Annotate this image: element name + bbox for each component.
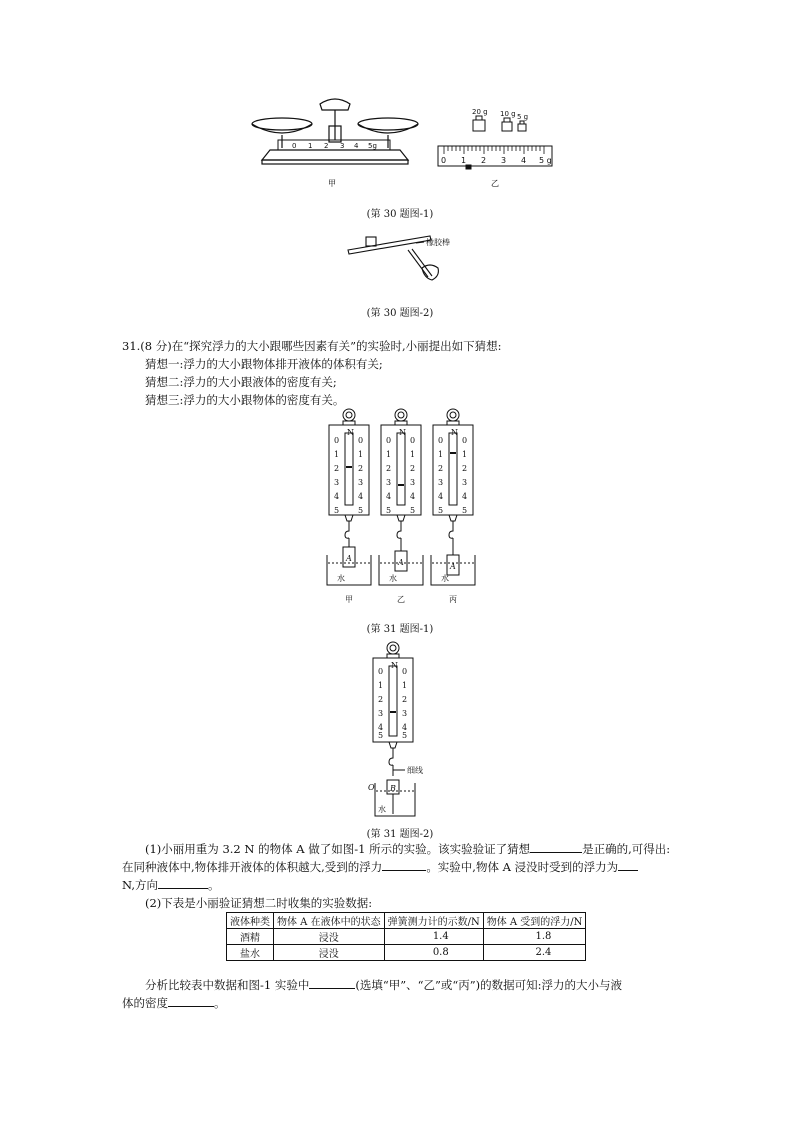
table-row (227, 929, 586, 945)
scale-tick: 1 (378, 681, 384, 690)
part1-text-f: 。 (207, 878, 220, 892)
scale-tick: 4 (358, 492, 364, 501)
scale-tick: 0 (358, 436, 364, 445)
balance-tick: 1 (308, 142, 313, 150)
answer-blank-density[interactable] (168, 994, 214, 1007)
scale-tick: 2 (402, 695, 408, 704)
scale-tick: 1 (402, 681, 408, 690)
scale-tick: 0 (386, 436, 392, 445)
unit-n: N (391, 661, 398, 670)
scale-tick: 0 (438, 436, 444, 445)
answer-blank-trend[interactable] (382, 858, 426, 871)
scale-tick: 1 (386, 450, 392, 459)
balance-tick: 4 (354, 142, 359, 150)
scale-tick: 5 (358, 506, 364, 515)
scale-tick: 4 (386, 492, 392, 501)
scale-tick: 1 (438, 450, 444, 459)
guess-2: 猜想二:浮力的大小跟液体的密度有关; (145, 375, 337, 389)
object-a-label: A (398, 558, 404, 567)
rubber-rod-label: 橡胶棒 (426, 238, 450, 247)
object-a-label: A (450, 562, 456, 571)
table-header: 弹簧测力计的示数/N (384, 913, 483, 929)
part2-intro: (2)下表是小丽验证猜想二时收集的实验数据: (145, 896, 373, 910)
scale-tick: 2 (378, 695, 384, 704)
scale-tick: 2 (410, 464, 416, 473)
answer-blank-direction[interactable] (158, 876, 208, 889)
table-cell: 0.8 (384, 945, 483, 961)
table-cell: 浸没 (274, 945, 385, 961)
balance-tick: 0 (292, 142, 297, 150)
rider-ruler (438, 146, 552, 169)
scale-tick: 5 (462, 506, 468, 515)
caption-fig31-2: (第 31 题图-2) (366, 829, 434, 840)
balance-tick: 3 (340, 142, 345, 150)
scale-tick: 4 (378, 723, 384, 732)
part3-text-c: 体的密度 (122, 996, 168, 1010)
beaker-label-bing: 丙 (449, 595, 457, 604)
table-cell: 盐水 (227, 945, 274, 961)
scale-tick: 1 (334, 450, 340, 459)
part3-line1 (145, 976, 622, 994)
caption-fig30-2: (第 30 题图-2) (366, 308, 434, 319)
table-cell: 1.8 (483, 929, 586, 945)
scale-tick: 4 (334, 492, 340, 501)
scale-tick: 4 (462, 492, 468, 501)
scale-tick: 1 (462, 450, 468, 459)
balance-drawing (252, 99, 418, 164)
object-b-label: B (390, 784, 396, 793)
guess-3: 猜想三:浮力的大小跟物体的密度有关。 (145, 393, 345, 407)
ruler-tick: 1 (461, 156, 467, 165)
part1-text-a: (1)小丽用重为 3.2 N 的物体 A 做了如图-1 所示的实验。该实验验证了猜想 (145, 842, 531, 856)
scale-tick: 3 (438, 478, 444, 487)
ruler-tick: 2 (481, 156, 487, 165)
table-cell: 酒精 (227, 929, 274, 945)
unit-n: N (347, 428, 354, 437)
scale-tick: 3 (410, 478, 416, 487)
weight-label-20g: 20 g (472, 108, 488, 116)
scale-tick: 4 (402, 723, 408, 732)
water-label: 水 (389, 574, 397, 583)
label-yi: 乙 (491, 179, 499, 188)
scale-tick: 1 (410, 450, 416, 459)
scale-tick: 0 (402, 667, 408, 676)
table-cell: 浸没 (274, 929, 385, 945)
scale-tick: 4 (410, 492, 416, 501)
scale-tick: 3 (402, 709, 408, 718)
data-table (226, 912, 586, 961)
label-jia: 甲 (328, 179, 336, 188)
o-label: O (368, 783, 375, 792)
scale-tick: 3 (334, 478, 340, 487)
scale-tick: 0 (410, 436, 416, 445)
answer-blank-figure[interactable] (309, 976, 355, 989)
part3-text-d: 。 (214, 996, 226, 1010)
scale-tick: 3 (378, 709, 384, 718)
table-header: 物体 A 在液体中的状态 (274, 913, 385, 929)
scale-tick: 2 (334, 464, 340, 473)
scale-tick: 5 (410, 506, 416, 515)
scale-tick: 4 (438, 492, 444, 501)
caption-fig30-1: (第 30 题图-1) (366, 209, 434, 220)
scale-tick: 5 (334, 506, 340, 515)
beaker-label-yi: 乙 (397, 595, 405, 604)
part1-text-d: 。实验中,物体 A 浸没时受到的浮力为 (426, 860, 619, 874)
balance-tick: 2 (324, 142, 329, 150)
weight-label-10g: 10 g (500, 110, 516, 118)
part1-text-c: 在同种液体中,物体排开液体的体积越大,受到的浮力 (122, 860, 383, 874)
scale-tick: 0 (334, 436, 340, 445)
scale-tick: 1 (358, 450, 364, 459)
scale-tick: 5 (378, 731, 384, 740)
part3-text-b: (选填“甲”、“乙”或“丙”)的数据可知:浮力的大小与液 (355, 978, 622, 992)
scale-tick: 5 (438, 506, 444, 515)
part1-line1 (145, 840, 670, 858)
answer-blank-buoyancy[interactable] (618, 858, 638, 871)
water-label: 水 (337, 574, 345, 583)
water-label: 水 (441, 574, 449, 583)
thread-label: 细线 (407, 766, 423, 775)
unit-n: N (451, 428, 458, 437)
ruler-tick: 5 g (539, 156, 552, 165)
scale-tick: 3 (386, 478, 392, 487)
part1-line2 (122, 858, 638, 876)
table-header: 液体种类 (227, 913, 274, 929)
part1-line3 (122, 876, 219, 894)
table-header: 物体 A 受到的浮力/N (483, 913, 586, 929)
scale-tick: 3 (462, 478, 468, 487)
figure-30-2 (340, 222, 480, 284)
table-header-row (227, 913, 586, 929)
answer-blank-guess[interactable] (530, 840, 582, 853)
part1-text-e: N,方向 (122, 878, 158, 892)
ruler-tick: 4 (521, 156, 527, 165)
scale-tick: 0 (462, 436, 468, 445)
scale-tick: 0 (378, 667, 384, 676)
figure-31-1 (325, 405, 480, 605)
scale-tick: 2 (438, 464, 444, 473)
scale-tick: 2 (358, 464, 364, 473)
part3-text-a: 分析比较表中数据和图-1 实验中 (145, 978, 310, 992)
caption-fig31-1: (第 31 题图-1) (366, 624, 434, 635)
scale-tick: 2 (462, 464, 468, 473)
weight-label-5g: 5 g (517, 113, 529, 121)
guess-1: 猜想一:浮力的大小跟物体排开液体的体积有关; (145, 357, 383, 371)
ruler-tick: 0 (441, 156, 447, 165)
figure-31-2 (365, 638, 455, 818)
scale-tick: 5 (402, 731, 408, 740)
object-a-label: A (346, 554, 352, 563)
part3-line2 (122, 994, 226, 1012)
beaker-label-jia: 甲 (345, 595, 353, 604)
water-label: 水 (378, 805, 386, 814)
part1-text-b: 是正确的,可得出: (582, 842, 671, 856)
table-cell: 1.4 (384, 929, 483, 945)
q31-stem: 31.(8 分)在“探究浮力的大小跟哪些因素有关”的实验时,小丽提出如下猜想: (122, 339, 502, 353)
figure-30-1 (240, 90, 570, 190)
table-cell: 2.4 (483, 945, 586, 961)
unit-n: N (399, 428, 406, 437)
ruler-tick: 3 (501, 156, 507, 165)
table-row (227, 945, 586, 961)
balance-tick: 5g (368, 142, 377, 150)
scale-tick: 5 (386, 506, 392, 515)
scale-tick: 3 (358, 478, 364, 487)
balance-scale-labels (292, 142, 377, 150)
scale-tick: 2 (386, 464, 392, 473)
